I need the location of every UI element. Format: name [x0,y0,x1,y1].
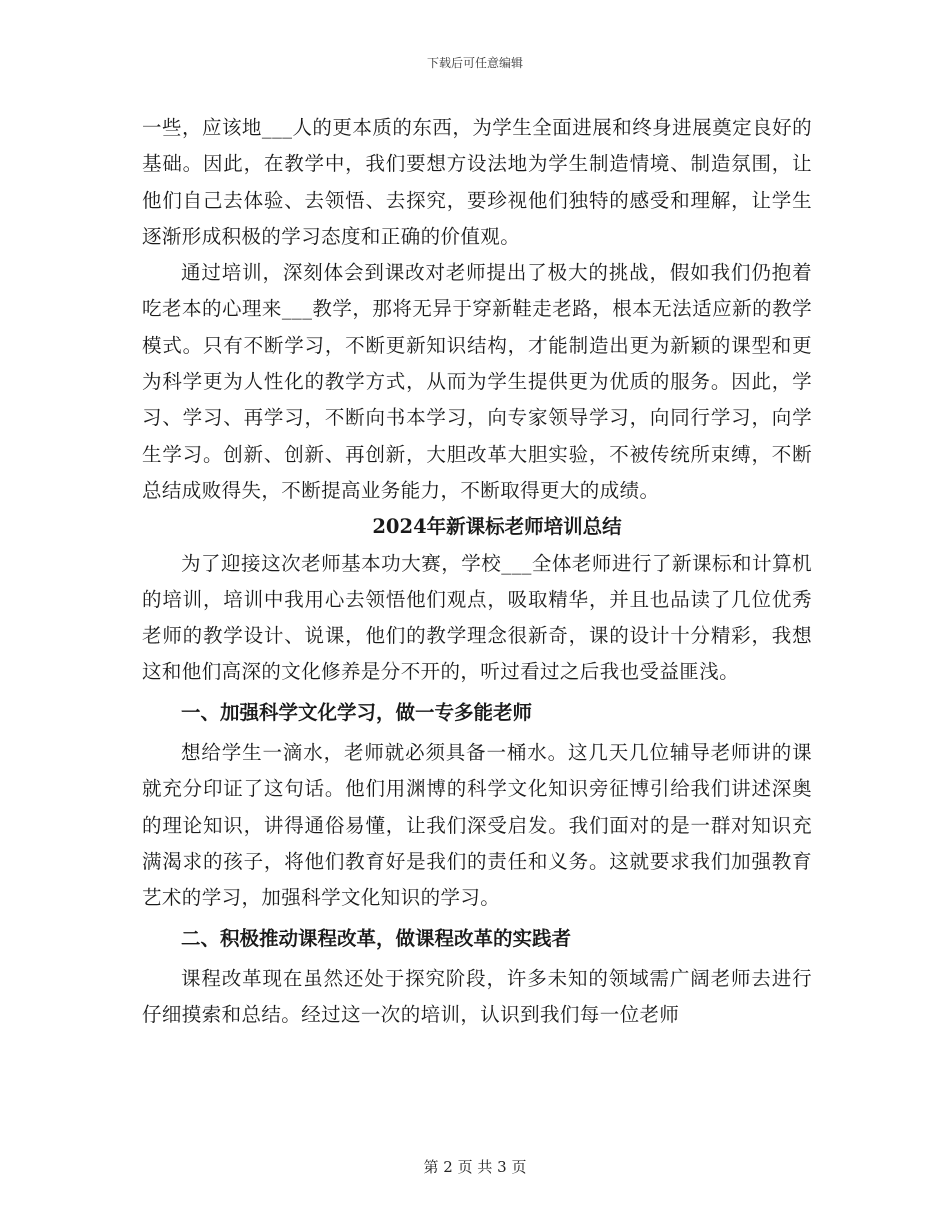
section-heading-2: 二、积极推动课程改革，做课程改革的实践者 [181,926,572,950]
section-heading-1: 一、加强科学文化学习，做一专多能老师 [181,700,533,724]
paragraph-4: 想给学生一滴水，老师就必须具备一桶水。这几天几位辅导老师讲的课就充分印证了这句话。他们用渊博的科学文化知识旁征博引给我们讲述深奥的理论知识，讲得通俗易懂，让我们深受启发。我们面对的是一群对知识充满渴求的孩子，将他们教育好是我们的责任和义务。这就要求我们加强教育艺术的学习，加强科学文化知识的学习。 [142,741,812,910]
paragraph-5: 课程改革现在虽然还处于探究阶段，许多未知的领域需广阔老师去进行仔细摸索和总结。经过这一次的培训，认识到我们每一位老师 [142,966,812,1027]
paragraph-1: 一些，应该地___人的更本质的东西，为学生全面进展和终身进展奠定良好的基础。因此，在教学中，我们要想方设法地为学生制造情境、制造氛围，让他们自己去体验、去领悟、去探究，要珍视他们独特的感受和理解，让学生逐渐形成积极的学习态度和正确的价值观。 [142,116,812,248]
paragraph-3: 为了迎接这次老师基本功大赛，学校___全体老师进行了新课标和计算机的培训，培训中我用心去领悟他们观点，吸取精华，并且也品读了几位优秀老师的教学设计、说课，他们的教学理念很新奇，课的设计十分精彩，我想这和他们高深的文化修养是分不开的，听过看过之后我也受益匪浅。 [142,551,812,684]
document-body [142,110,812,1033]
page-header-note: 下载后可任意编辑 [426,56,523,70]
document-title: 2024年新课标老师培训总结 [372,515,622,539]
paragraph-2: 通过培训，深刻体会到课改对老师提出了极大的挑战，假如我们仍抱着吃老本的心理来___教学，那将无异于穿新鞋走老路，根本无法适应新的教学模式。只有不断学习，不断更新知识结构，才能制造出更为新颖的课型和更为科学更为人性化的教学方式，从而为学生提供更为优质的服务。因此，学习、学习、再学习，不断向书本学习，向专家领导学习，向同行学习，向学生学习。创新、创新、再创新，大胆改革大胆实验，不被传统所束缚，不断总结成败得失，不断提高业务能力，不断取得更大的成绩。 [142,261,812,502]
page-number: 第 2 页 共 3 页 [423,1158,527,1176]
